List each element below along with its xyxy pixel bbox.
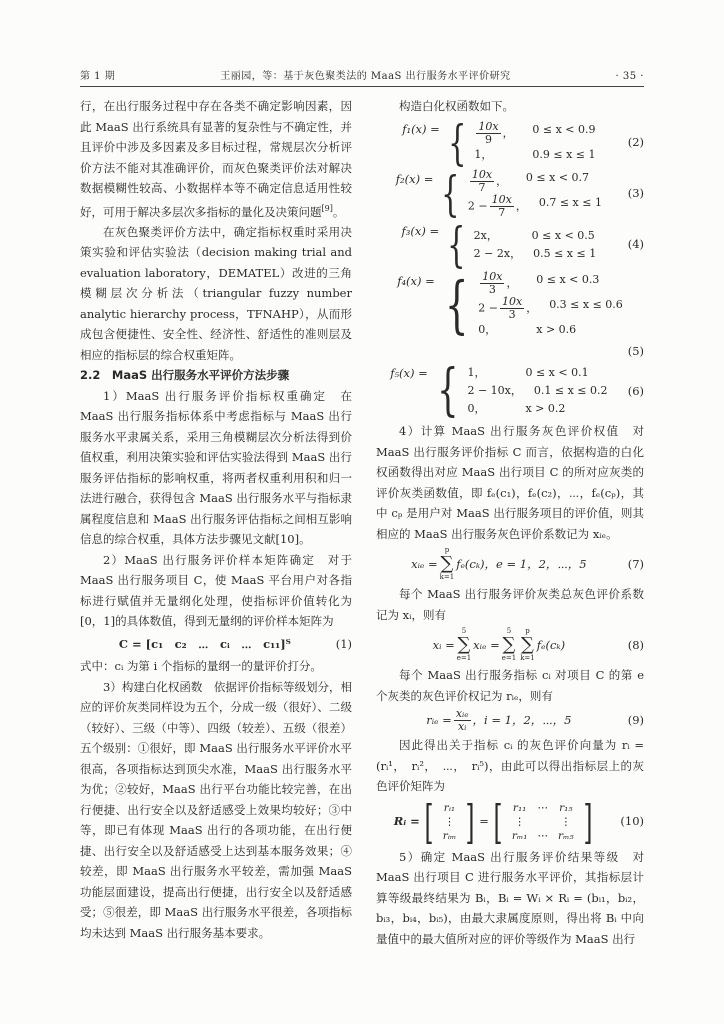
paragraph: 每个 MaaS 出行服务评价灰类总灰色评价系数记为 xᵢ，则有 [376,587,644,622]
equation-number: (5) [627,343,644,358]
equation-number: (7) [627,556,644,571]
equation-3: f₂(x) = { $\frac{10x}{7}$ ， 0 ≤ x < 0.7 2 − $\frac{10x}{7}$ ， 0.7 ≤ x ≤ 1 (3) [395,165,644,222]
equation-5: f₄(x) = { $\frac{10x}{3}$ ， 0 ≤ x < 0.3 2 − $\frac{10x}{3}$ ， 0.3 ≤ x ≤ 0.6 0， x > 0.6 [397,267,623,341]
equation-body: C = [c₁ c₂ ⋯ cᵢ ⋯ c₁₁]ᵀ [118,636,291,651]
matrix: [ r₁₁ ⋯ r₁₅ ⋮ ⋮ rₘ₁ ⋯ rₘ₅ ] [493,794,593,849]
brace: { [441,165,460,222]
paragraph: 3）构建白化权函数 依据评价指标等级划分，相应的评价灰类同样设为五个，分成一级（很好）、二级（较好）、三级（中等）、四级（较差）、五级（很差）五个级别：①很好，即 MaaS 出行服务水平评价水平很高，各项指标达到顶尖水准，MaaS 出行服务水平为优；②较好，MaaS 出行平台功能比较完善，在出行便捷、出行安全以及舒适感受上效果均较好；③中等，即已有体现 MaaS 出行的各项功能，在出行便捷、出行安全以及舒适感受上达到基本服务效果；④较差，即 MaaS 出行服务水平较差，需加强 MaaS 功能层面建设，提高出行便捷，出行安全以及舒适感受；⑤很差，即 MaaS 出行服务水平很差，各项指标均未达到 MaaS 出行服务基本要求。 [80,679,352,940]
paragraph: 1）MaaS 出行服务评价指标权重确定 在 MaaS 出行服务指标体系中考虑指标与 MaaS 出行服务水平隶属关系，采用三角模糊层次分析法得到价值权重，利用决策实验和评估实验法得到 MaaS 出行服务评估指标的影响权重，将两者权重利用积和归一法进行融合，获得包含 MaaS 出行服务水平与指标隶属程度信息和 MaaS 出行服务评估指标之间相互影响信息的综合权重，具体方法步骤见文献[10]。 [80,388,352,547]
equation-8: xᵢ = 5 ∑ e=1 xᵢₑ = 5 ∑ e=1 p ∑ k=1 fₑ(cₖ) (8) [432,627,644,662]
equation-number: (1) [335,636,352,651]
paragraph: 4）计算 MaaS 出行服务灰色评价权值 对 MaaS 出行服务评价指标 C 而言，依据构造的白化权函数得出对应 MaaS 出行项目 C 的所对应灰类的评价灰类函数值，即 fₑ(c₁)，fₑ(c₂)，⋯，fₑ(cₚ)，其中 cₚ 是用户对 MaaS 出行服务项目的评价值，则其相应的 MaaS 出行服务灰色评价系数记为 xᵢₑ。 [376,424,644,541]
right-column [376,96,644,949]
equation-number-row [376,341,644,362]
paragraph: 行，在出行服务过程中存在各类不确定影响因素，因此 MaaS 出行系统具有显著的复杂性与不确定性，并且评价中涉及多因素及多目标过程，常规层次分析评价方法不能对其准确评价，而灰色聚类评价法对解决数据模糊性较高、小数据样本等不确定信息适用性较好，可用于解决多层次多指标的量化及决策问题[9]。 [80,99,352,219]
equation-number: (3) [627,186,644,201]
section-heading: 2.2 MaaS 出行服务水平评价方法步骤 [80,368,290,383]
issue-label: 第 1 期 [80,71,116,82]
brace: { [444,267,469,341]
equation-10: Rᵢ = [ rᵢ₁ ⋮ rᵢₘ ] = [ r₁₁ ⋯ r₁₅ ⋮ ⋮ rₘ₁ ⋯ rₘ₅ ] (10) [393,794,644,849]
running-title: 王丽园，等：基于灰色聚类法的 MaaS 出行服务水平评价研究 [220,71,511,82]
paragraph: 2）MaaS 出行服务评价样本矩阵确定 对于 MaaS 出行服务项目 C，使 MaaS 平台用户对各指标进行赋值并无量纲化处理，使指标评价值转化为[0，1]的具体数值，得到无量纲的评价样本矩阵为 [80,552,352,629]
function-label: f₂(x) = [395,171,434,186]
brace: { [447,114,467,171]
running-header [80,60,644,87]
equation-9: rᵢₑ = $\frac{\text{xᵢₑ}}{\text{xᵢ}}$ ，i = 1，2，⋯，5 (9) [426,707,644,733]
paragraph: 5）确定 MaaS 出行服务评价结果等级 对 MaaS 出行项目 C 进行服务水平评价，其指标层计算等级最终结果为 Bᵢ，Bᵢ = Wᵢ × Rᵢ = (bᵢ₁，bᵢ₂，bᵢ₃，bᵢ₄，bᵢ₅)，由最大隶属度原则，得出将 Bᵢ 中向量值中的最大值所对应的评价等级作为 MaaS 出行 [376,849,644,946]
paragraph: 构造白化权函数如下。 [399,99,514,113]
left-column [80,96,352,943]
function-label: f₄(x) = [397,273,435,288]
sum-symbol: 5 ∑ e=1 [456,627,472,662]
brace: { [436,358,459,423]
equation-number: (9) [627,713,644,728]
equation-number: (4) [627,237,644,252]
citation: [9] [321,203,333,213]
equation-6: f₅(x) = { 1， 0 ≤ x < 0.1 2 − 10x， 0.1 ≤ x ≤ 0.2 0， x > 0.2 (6) [390,358,644,423]
equation-number: (6) [627,383,644,398]
equation-1 [80,634,352,655]
sum-symbol: p ∑ k=1 [520,627,535,662]
equation-number: (8) [627,637,644,652]
brace: { [447,216,466,273]
sum-symbol: 5 ∑ e=1 [501,627,517,662]
equation-number: (10) [620,814,644,829]
equation-2: f₁(x) = { $\frac{10x}{9}$ ， 0 ≤ x < 0.9 1， 0.9 ≤ x ≤ 1 (2) [402,114,644,171]
function-label: f₁(x) = [402,121,440,136]
paragraph: 式中：cᵢ 为第 i 个指标的量纲一的量评价打分。 [80,659,322,674]
function-label: f₅(x) = [390,366,428,380]
page-number: · 35 · [615,71,644,82]
paragraph: 在灰色聚类评价方法中，确定指标权重时采用决策实验和评估实验法（decision making trial and evaluation laboratory，DEMATEL）改进的三角模糊层次分析法（triangular fuzzy number analytic hierarchy process，TFNAHP），从而形成包含便捷性、安全性、经济性、舒适性的准则层及相应的指标层的综合权重矩阵。 [80,224,352,362]
function-label: f₃(x) = [401,223,440,238]
paragraph: 每个 MaaS 出行服务指标 cᵢ 对项目 C 的第 e 个灰类的灰色评价权记为 rᵢₑ，则有 [376,668,644,703]
equation-number: (2) [627,135,644,150]
equation-7: xᵢₑ = p ∑ k=1 fₑ(cₖ)，e = 1，2，⋯，5 (7) [411,546,644,581]
sum-symbol: p ∑ k=1 [439,546,455,581]
matrix-vector: [ rᵢ₁ ⋮ rᵢₘ ] [424,794,475,849]
paragraph: 因此得出关于指标 cᵢ 的灰色评价向量为 rᵢ = (rᵢ¹， rᵢ²， ⋯， rᵢ⁵)，由此可以得出指标层上的灰色评价矩阵为 [376,738,644,793]
equation-4: f₃(x) = { 2x， 0 ≤ x < 0.5 2 − 2x， 0.5 ≤ x ≤ 1 (4) [401,216,644,273]
